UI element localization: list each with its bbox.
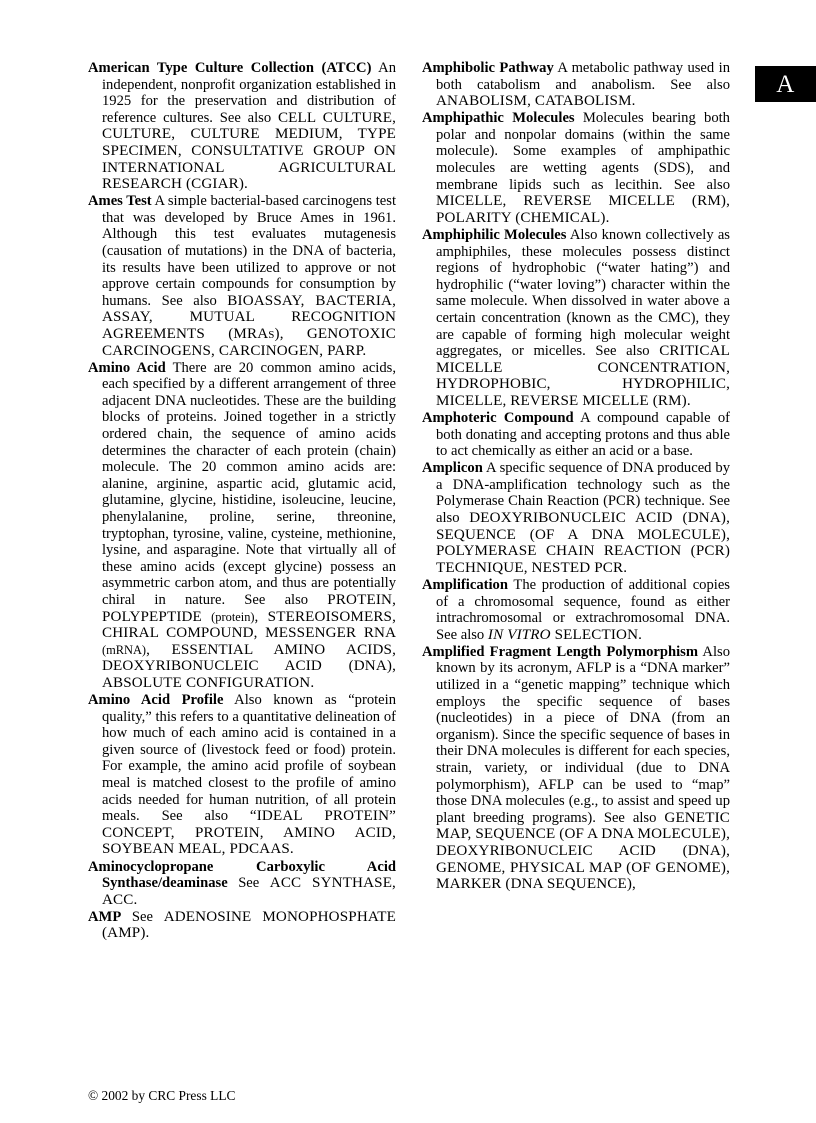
entry-cross-references: , ESSENTIAL AMINO ACIDS, DEOXYRIBONUCLEIC ACID (DNA), ABSOLUTE CONFIGURATION. [102,641,396,691]
entry-definition: The production of additional copies of a chromosomal sequence, found as either intrachromosomal or extrachromosomal DNA. See also [436,576,730,643]
entry-cross-references: BIOASSAY, BACTERIA, ASSAY, MUTUAL RECOGNITION AGREEMENTS (MRAs), GENOTOXIC CARCINOGENS, CARCINOGEN, PARP. [102,292,396,359]
entry-headword: Amphibolic Pathway [422,60,554,76]
glossary-entry-amphoteric-compound [422,409,730,460]
entry-definition: Also known as “protein quality,” this refers to a quantitative delineation of how much of each amino acid is contained in a given source of (livestock feed or food) protein. For example, the amino acid profile of soybean meal is matched closest to the profile of amino acids needed for human nutrition, of all protein meals. See also [102,692,396,825]
entry-headword: Amphoteric Compound [422,409,574,426]
entry-cross-references: SELECTION. [550,626,643,643]
right-column [422,60,730,1060]
entry-headword: Ames Test [88,193,152,210]
entry-cross-references: PROTEIN, POLYPEPTIDE [102,592,396,625]
glossary-entry-amphipathic-molecules [422,110,730,226]
glossary-entry-amplification [422,576,730,643]
entry-headword: Aminocyclopropane Carboxylic Acid Synthase/deaminase [88,858,396,892]
entry-definition: A simple bacterial-based carcinogens test that was developed by Bruce Ames in 1961. Although this test evaluates mutagenesis (causation of mutations) in the DNA of bacteria, its results have been utilized to approve or not approve certain compounds for consumption by humans. See also [102,193,396,309]
entry-cross-references: CRITICAL MICELLE CONCENTRATION, HYDROPHOBIC, HYDROPHILIC, MICELLE, REVERSE MICELLE (RM). [436,343,730,409]
entry-cross-references: “IDEAL PROTEIN” CONCEPT, PROTEIN, AMINO ACID, SOYBEAN MEAL, PDCAAS. [102,808,396,858]
entry-cross-reference-parenthetical: (protein) [211,609,255,624]
entry-definition: Also known collectively as amphiphiles, these molecules possess distinct regions of hydrophobic (“water hating”) and hydrophilic (“water loving”) character within the same molecule. When dissolved in water above a certain concentration (known as the CMC), they are capable of forming high molecular weight aggregates, or micelles. See also [436,226,730,360]
copyright-notice: © 2002 by CRC Press LLC [88,1088,236,1103]
glossary-entry-amplicon [422,460,730,576]
entry-definition: See [227,875,270,892]
entry-cross-references: GENETIC MAP, SEQUENCE (OF A DNA MOLECULE), DEOXYRIBONUCLEIC ACID (DNA), GENOME, PHYSICAL MAP (OF GENOME), MARKER (DNA SEQUENCE), [436,809,730,893]
entry-cross-references: MICELLE, REVERSE MICELLE (RM), POLARITY (CHEMICAL). [436,193,730,226]
entry-definition: A metabolic pathway used in both catabolism and anabolism. See also [436,60,730,93]
glossary-entry-ames-test [88,193,396,359]
entry-headword: Amplified Fragment Length Polymorphism [422,643,698,660]
entry-headword: Amphipathic Molecules [422,110,575,127]
entry-headword: American Type Culture Collection (ATCC) [88,60,372,76]
thumb-tab-letter: A [776,70,795,98]
entry-headword: Amino Acid [88,359,166,376]
left-column [88,60,396,1060]
entry-definition: See [121,908,164,925]
two-column-body [88,60,730,1060]
alphabet-thumb-tab-a [755,66,816,102]
entry-headword: Amplification [422,576,508,593]
entry-cross-references: ACC SYNTHASE, ACC. [102,875,396,908]
entry-definition: A compound capable of both donating and accepting protons and thus able to act chemically as either an acid or a base. [436,409,730,460]
entry-definition: Molecules bearing both polar and nonpolar domains (within the same molecule). Some examples of amphipathic molecules are wetting agents (SDS), and membrane lipids such as lecithin. See also [436,110,730,193]
entry-cross-references: DEOXYRIBONUCLEIC ACID (DNA), SEQUENCE (OF A DNA MOLECULE), POLYMERASE CHAIN REACTION (PCR) TECHNIQUE, NESTED PCR. [436,510,730,576]
glossary-entry-atcc [88,60,396,193]
entry-cross-references: , STEREOISOMERS, CHIRAL COMPOUND, MESSENGER RNA [102,608,396,642]
entry-cross-references: ANABOLISM, CATABOLISM. [436,93,636,110]
glossary-entry-amino-acid [88,359,396,692]
glossary-entry-amphiphilic-molecules [422,226,730,410]
entry-headword: AMP [88,908,122,925]
glossary-entry-amp [88,908,396,942]
entry-definition: An independent, nonprofit organization established in 1925 for the preservation and distribution of reference cultures. See also [102,60,396,126]
entry-headword: Amplicon [422,460,483,477]
entry-headword: Amphiphilic Molecules [422,226,567,243]
glossary-entry-amino-acid-profile [88,692,396,858]
entry-definition: There are 20 common amino acids, each specified by a different arrangement of three adjacent DNA nucleotides. These are the building blocks of proteins. Joined together in a strictly ordered chain, the sequence of amino acids determines the character of each protein (chain) molecule. The 20 common amino acids are: alanine, arginine, aspartic acid, glutamic acid, glutamine, glycine, histidine, isoleucine, leucine, phenylalanine, proline, serine, threonine, tryptophan, tyrosine, valine, cysteine, methionine, lysine, and asparagine. Note that virtually all of these amino acids (except glycine) possess an asymmetric carbon atom, and thus are potentially chiral in nature. See also [102,359,396,608]
glossary-entry-acc-synthase-deaminase [88,858,396,909]
entry-definition: A specific sequence of DNA produced by a DNA-amplification technology such as the Polymerase Chain Reaction (PCR) technique. See also [436,460,730,527]
entry-cross-references: CELL CULTURE, CULTURE, CULTURE MEDIUM, TYPE SPECIMEN, CONSULTATIVE GROUP ON INTERNATIONAL AGRICULTURAL RESEARCH (CGIAR). [102,109,396,193]
glossary-entry-amphibolic-pathway [422,60,730,110]
entry-cross-references: ADENOSINE MONOPHOSPHATE (AMP). [102,908,396,942]
entry-headword: Amino Acid Profile [88,692,224,709]
entry-cross-reference-italic: IN VITRO [487,626,551,643]
glossary-entry-aflp [422,643,730,893]
entry-definition: Also known by its acronym, AFLP is a “DNA marker” utilized in a “genetic mapping” technique which employs the specific sequence of bases (nucleotides) in a piece of DNA (from an organism). Since the specific sequence of bases in their DNA molecules is different for each species, strain, variety, or individual (due to DNA polymorphism), AFLP can be used to “map” those DNA molecules (e.g., to assist and speed up plant breeding programs). See also [436,643,730,826]
entry-cross-reference-parenthetical: (mRNA) [102,642,147,657]
page-footer [88,1088,235,1103]
